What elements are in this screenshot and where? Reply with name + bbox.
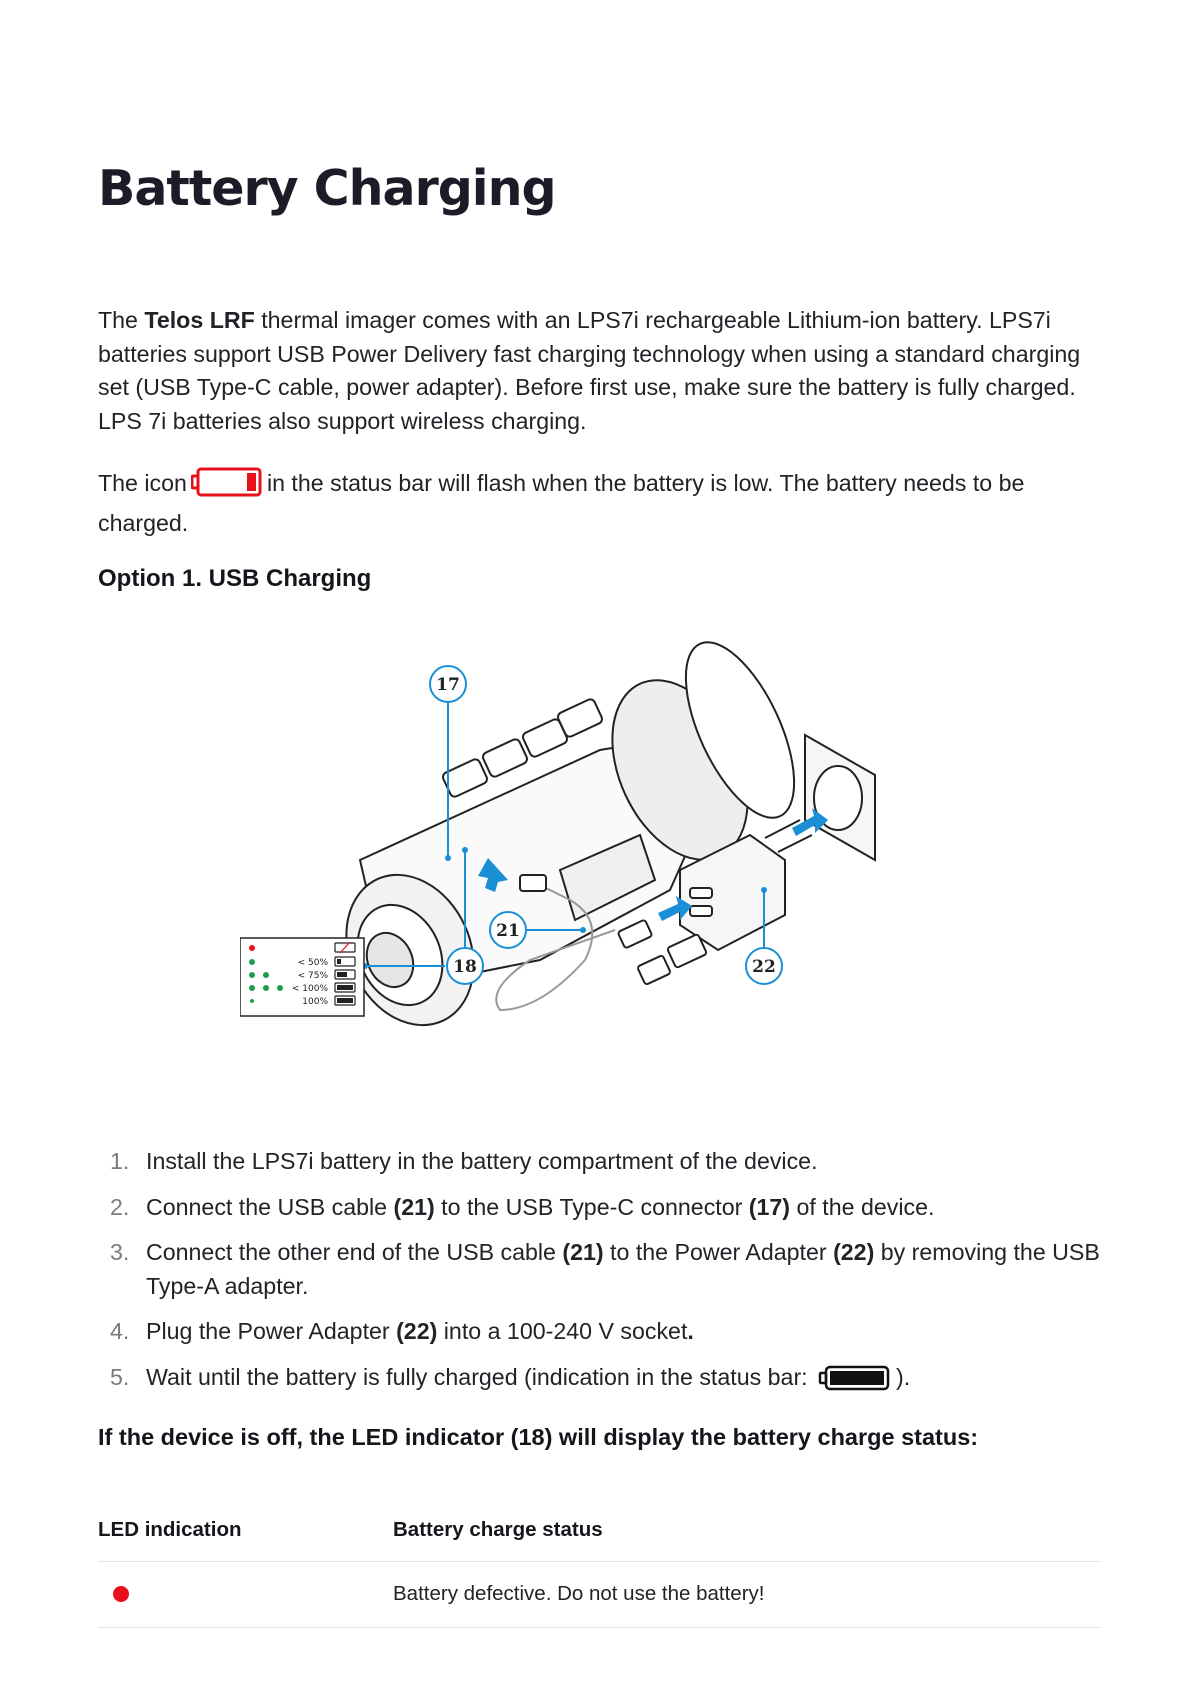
charging-diagram xyxy=(240,630,960,1100)
step-2: 2. Connect the USB cable (21) to the USB Type-C connector (17) of the device. xyxy=(110,1193,935,1220)
callout-21: 21 xyxy=(496,921,520,941)
battery-full-icon xyxy=(818,1365,892,1401)
callout-22: 22 xyxy=(752,957,776,977)
step-3: 3. Connect the other end of the USB cable (21) to the Power Adapter (22) by removing the USB Type-A adapter. xyxy=(110,1239,1100,1299)
red-led-icon xyxy=(113,1586,129,1602)
battery-status-text: Battery defective. Do not use the battery! xyxy=(393,1582,765,1605)
intro-paragraph: The Telos LRF thermal imager comes with an LPS7i rechargeable Lithium-ion battery. LPS7i batteries support USB Power Delivery fast charging technology when using a standard charging set (USB Type-C cable, power adapter). Before first use, make sure the battery is fully charged. LPS 7i batteries also support wireless charging. xyxy=(98,307,1081,434)
legend-100: < 100% xyxy=(291,984,328,994)
legend-75: < 75% xyxy=(297,971,328,981)
legend-full: 100% xyxy=(302,997,328,1007)
table-header xyxy=(98,1500,1101,1562)
legend-50: < 50% xyxy=(297,958,328,968)
header-led-indication: LED indication xyxy=(98,1518,242,1541)
table-row xyxy=(98,1562,1101,1628)
callout-18: 18 xyxy=(453,957,477,977)
usb-charging-illustration xyxy=(240,630,960,1105)
step-5: 5. Wait until the battery is fully charged (indication in the status bar: ). xyxy=(98,1361,1108,1401)
step-1: 1. Install the LPS7i battery in the battery compartment of the device. xyxy=(110,1148,818,1174)
step-4: 4. Plug the Power Adapter (22) into a 100-240 V socket. xyxy=(110,1318,694,1344)
header-battery-status: Battery charge status xyxy=(393,1518,603,1541)
led-heading: If the device is off, the LED indicator (18) will display the battery charge status: xyxy=(98,1424,979,1450)
led-legend-panel xyxy=(240,938,364,1016)
battery-low-icon xyxy=(191,467,263,507)
low-battery-paragraph: The icon in the status bar will flash when the battery is low. The battery needs to be charged. xyxy=(98,467,1103,540)
led-status-table xyxy=(98,1500,1101,1628)
callout-17: 17 xyxy=(436,675,460,695)
charging-steps xyxy=(98,1145,1108,1412)
option1-heading: Option 1. USB Charging xyxy=(98,565,372,592)
page-title: Battery Charging xyxy=(98,160,556,217)
product-name: Telos LRF xyxy=(144,307,255,333)
